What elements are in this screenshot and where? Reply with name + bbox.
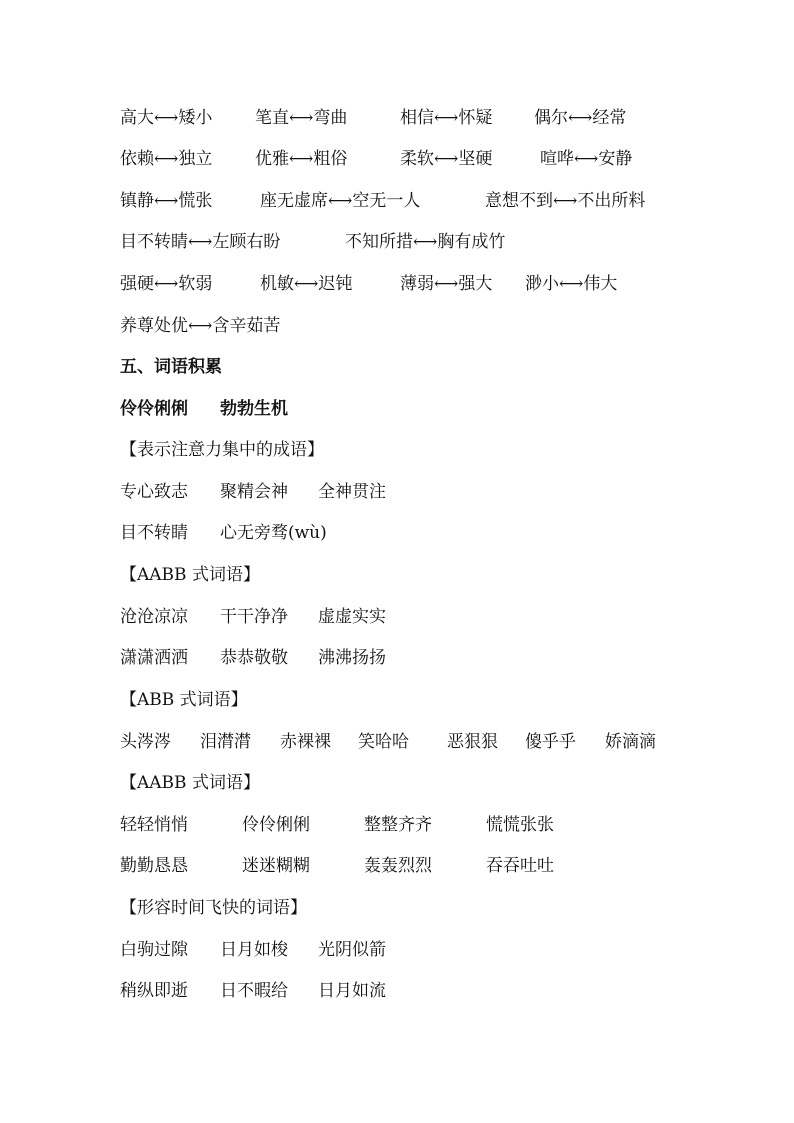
antonym-pair: 高大⟷矮小 bbox=[120, 108, 213, 128]
word-item: 虚虚实实 bbox=[318, 607, 386, 627]
word-item: 头涔涔 bbox=[120, 732, 171, 752]
word-item: 笑哈哈 bbox=[358, 732, 409, 752]
word-item: 吞吞吐吐 bbox=[486, 856, 554, 876]
category-title-text: 【表示注意力集中的成语】 bbox=[120, 440, 324, 460]
antonym-pair: 优雅⟷粗俗 bbox=[255, 149, 348, 169]
word-item: 白驹过隙 bbox=[120, 940, 188, 960]
word-item: 慌慌张张 bbox=[486, 815, 554, 835]
antonym-pair: 座无虚席⟷空无一人 bbox=[260, 191, 421, 211]
word-item: 光阴似箭 bbox=[318, 940, 386, 960]
word-item: 恭恭敬敬 bbox=[220, 648, 288, 668]
featured-word: 勃勃生机 bbox=[220, 399, 288, 419]
word-item: 轰轰烈烈 bbox=[364, 856, 432, 876]
antonym-pair: 笔直⟷弯曲 bbox=[255, 108, 348, 128]
antonym-pair: 薄弱⟷强大 bbox=[400, 274, 493, 294]
word-item: 日不暇给 bbox=[220, 981, 288, 1001]
word-item: 沸沸扬扬 bbox=[318, 648, 386, 668]
word-item: 日月如流 bbox=[318, 981, 386, 1001]
antonym-pair: 强硬⟷软弱 bbox=[120, 274, 213, 294]
word-item: 日月如梭 bbox=[220, 940, 288, 960]
word-item: 整整齐齐 bbox=[364, 815, 432, 835]
word-item: 干干净净 bbox=[220, 607, 288, 627]
word-item: 心无旁骛(wù) bbox=[220, 523, 327, 543]
antonym-pair: 渺小⟷伟大 bbox=[525, 274, 618, 294]
word-item: 伶伶俐俐 bbox=[242, 815, 310, 835]
word-item: 聚精会神 bbox=[220, 482, 288, 502]
word-item: 潇潇洒洒 bbox=[120, 648, 188, 668]
antonym-pair: 意想不到⟷不出所料 bbox=[485, 191, 646, 211]
word-item: 全神贯注 bbox=[318, 482, 386, 502]
category-title-text: 【AABB 式词语】 bbox=[120, 565, 260, 585]
word-item: 稍纵即逝 bbox=[120, 981, 188, 1001]
antonym-pair: 喧哗⟷安静 bbox=[540, 149, 633, 169]
word-item: 轻轻悄悄 bbox=[120, 815, 188, 835]
word-item: 沧沧凉凉 bbox=[120, 607, 188, 627]
antonym-pair: 依赖⟷独立 bbox=[120, 149, 213, 169]
word-item: 专心致志 bbox=[120, 482, 188, 502]
antonym-pair: 柔软⟷坚硬 bbox=[400, 149, 493, 169]
category-title-text: 【形容时间飞快的词语】 bbox=[120, 898, 307, 918]
word-item: 迷迷糊糊 bbox=[242, 856, 310, 876]
word-item: 傻乎乎 bbox=[525, 732, 576, 752]
antonym-pair: 相信⟷怀疑 bbox=[400, 108, 493, 128]
antonym-pair: 偶尔⟷经常 bbox=[534, 108, 627, 128]
antonym-pair: 养尊处优⟷含辛茹苦 bbox=[120, 316, 281, 336]
antonym-pair: 目不转睛⟷左顾右盼 bbox=[120, 232, 281, 252]
category-title-text: 【ABB 式词语】 bbox=[120, 690, 248, 710]
word-item: 娇滴滴 bbox=[605, 732, 656, 752]
antonym-pair: 镇静⟷慌张 bbox=[120, 191, 213, 211]
antonym-pair: 不知所措⟷胸有成竹 bbox=[345, 232, 506, 252]
category-title-text: 【AABB 式词语】 bbox=[120, 773, 260, 793]
featured-word: 伶伶俐俐 bbox=[120, 399, 188, 419]
word-item: 恶狠狠 bbox=[447, 732, 498, 752]
section-heading-text: 五、词语积累 bbox=[120, 357, 222, 377]
word-item: 泪潸潸 bbox=[200, 732, 251, 752]
word-item: 赤裸裸 bbox=[280, 732, 331, 752]
word-item: 勤勤恳恳 bbox=[120, 856, 188, 876]
word-item: 目不转睛 bbox=[120, 523, 188, 543]
antonym-pair: 机敏⟷迟钝 bbox=[260, 274, 353, 294]
